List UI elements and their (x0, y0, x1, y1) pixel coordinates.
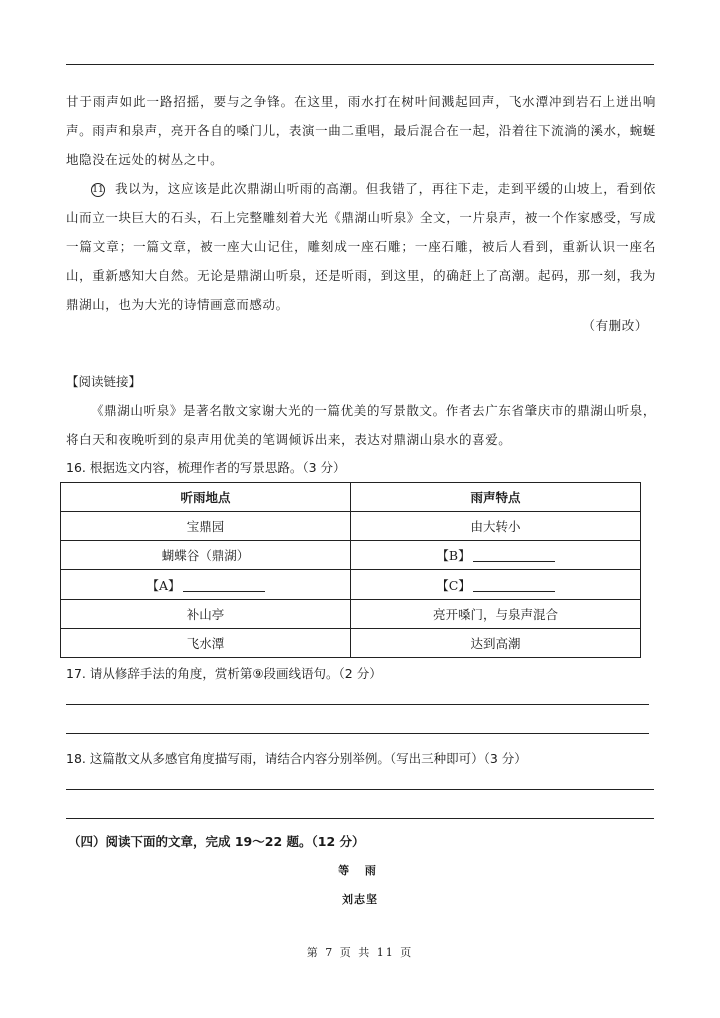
feature-cell: 达到高潮 (351, 628, 641, 657)
paragraph-number-11: 11 (92, 185, 104, 195)
place-cell: 飞水潭 (61, 628, 351, 657)
page-footer: 第 7 页 共 11 页 (306, 946, 414, 959)
header-rule (66, 64, 654, 65)
answer-line-18-1[interactable] (66, 789, 654, 790)
answer-line-17-2[interactable] (66, 733, 649, 734)
header-place: 听雨地点 (61, 483, 351, 512)
paragraph-11-text: 我以为，这应该是此次鼎湖山听雨的高潮。但我错了，再往下走，走到平缓的山坡上，看到依山而立一块巨大的石头，石上完整雕刻着大光《鼎湖山听泉》全文，一片泉声，被一个作家感受，写成一篇文章；一篇文章，被一座大山记住，雕刻成一座石雕；一座石雕，被后人看到，重新认识一座名山，重新感知大自然。无论是鼎湖山听泉，还是听雨，到这里，的确赶上了高潮。起码，那一刻，我为鼎湖山，也为大光的诗情画意而感动。 (66, 181, 656, 312)
passage-paragraph-11 (66, 174, 656, 319)
passage-paragraph-continued: 甘于雨声如此一路招摇，要与之争锋。在这里，雨水打在树叶间溅起回声，飞水潭冲到岩石上迸出响声。雨声和泉声，亮开各自的嗓门儿，表演一曲二重唱，最后混合在一起，沿着往下流淌的溪水，蜿蜒地隐没在远处的树丛之中。 (66, 94, 656, 167)
table-row (61, 541, 641, 570)
feature-cell-blank-b[interactable] (351, 541, 641, 570)
header-feature: 雨声特点 (351, 483, 641, 512)
answer-line-18-2[interactable] (66, 818, 654, 819)
feature-cell-blank-c[interactable] (351, 570, 641, 599)
table-row (61, 570, 641, 599)
answer-blank-b[interactable] (473, 548, 555, 562)
question-18: 18. 这篇散文从多感官角度描写雨，请结合内容分别举例。（写出三种即可）（3 分） (66, 751, 527, 766)
reading-link-heading: 【阅读链接】 (66, 374, 142, 389)
part-4-heading: （四）阅读下面的文章，完成 19～22 题。（12 分） (68, 834, 365, 849)
abridged-note: （有删改） (582, 318, 648, 333)
table-header-row (61, 483, 641, 512)
place-cell: 宝鼎园 (61, 512, 351, 541)
blank-label-b: 【B】 (436, 548, 471, 564)
blank-label-c: 【C】 (436, 577, 471, 593)
feature-cell: 由大转小 (351, 512, 641, 541)
blank-label-a: 【A】 (146, 577, 181, 593)
answer-blank-a[interactable] (183, 578, 265, 592)
article-title: 等 雨 (338, 864, 382, 877)
scenery-route-table (60, 482, 641, 658)
place-cell-blank-a[interactable] (61, 570, 351, 599)
reading-link-text: 《鼎湖山听泉》是著名散文家谢大光的一篇优美的写景散文。作者去广东省肇庆市的鼎湖山听泉，将白天和夜晚听到的泉声用优美的笔调倾诉出来，表达对鼎湖山泉水的喜爱。 (66, 403, 656, 447)
table-row (61, 628, 641, 657)
question-17: 17. 请从修辞手法的角度，赏析第⑨段画线语句。（2 分） (66, 666, 382, 681)
table-row (61, 512, 641, 541)
feature-cell: 亮开嗓门，与泉声混合 (351, 599, 641, 628)
answer-line-17-1[interactable] (66, 704, 649, 705)
place-cell: 蝴蝶谷（鼎湖） (61, 541, 351, 570)
table-row (61, 599, 641, 628)
article-author: 刘志坚 (342, 893, 378, 906)
question-16: 16. 根据选文内容，梳理作者的写景思路。（3 分） (66, 460, 346, 475)
answer-blank-c[interactable] (473, 578, 555, 592)
place-cell: 补山亭 (61, 599, 351, 628)
